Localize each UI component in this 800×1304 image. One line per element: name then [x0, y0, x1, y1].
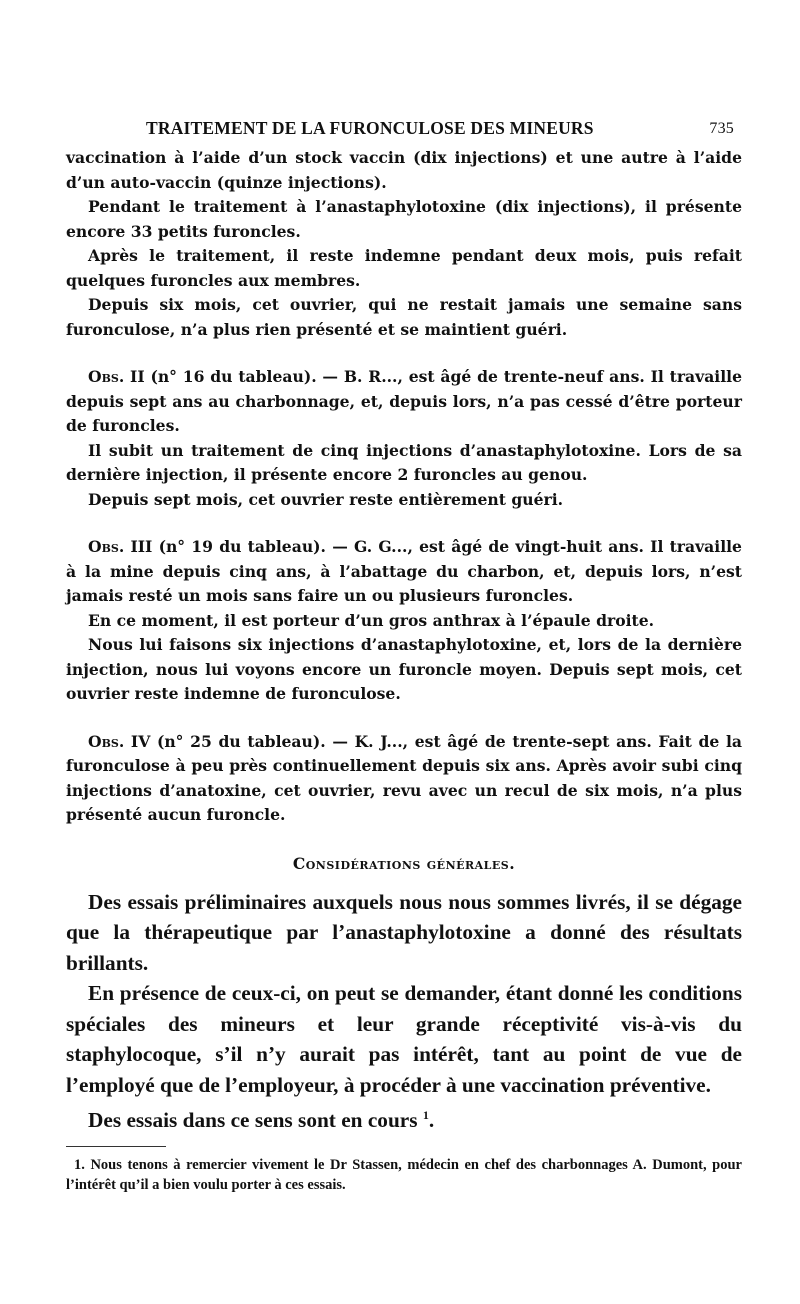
observation-text: (n° 25 du tableau). — K. J..., est âgé de trente-sept ans. Fait de la furonculose à peu près continuellement depuis six ans. Après avoir subi cinq injections d’anatoxine, cet ouvrier, revu avec un recul de six mois, n’a plus présenté aucun furoncle. — [66, 731, 743, 824]
paragraph: Après le traitement, il reste indemne pendant deux mois, puis refait quelques furoncles aux membres. — [66, 246, 742, 290]
observation-label: Obs. III — [88, 537, 153, 556]
paragraph: Il subit un traitement de cinq injections d’anastaphylotoxine. Lors de sa dernière injection, il présente encore 2 furoncles au genou. — [66, 440, 742, 484]
observation-text: (n° 19 du tableau). — G. G..., est âgé de vingt-huit ans. Il travaille à la mine depuis cinq ans, à l’abattage du charbon, et, depuis lors, n’est jamais resté un mois sans faire un ou plusieurs furoncles. — [66, 537, 742, 605]
footnote-text: Nous tenons à remercier vivement le Dr Stassen, médecin en chef des charbonnages A. Dumont, pour l’intérêt qu’il a bien voulu porter à ces essais. — [66, 1156, 742, 1193]
footnote-number: 1. — [74, 1156, 85, 1173]
page — [66, 118, 742, 1195]
paragraph-text: Des essais dans ce sens sont en cours — [88, 1108, 418, 1133]
paragraph: Depuis six mois, cet ouvrier, qui ne restait jamais une semaine sans furonculose, n’a plus rien présenté et se maintient guéri. — [66, 295, 742, 339]
section-title: Considérations générales. — [292, 853, 516, 873]
general-considerations — [66, 887, 742, 1136]
paragraph: vaccination à l’aide d’un stock vaccin (dix injections) et une autre à l’aide d’un auto-vaccin (quinze injections). — [66, 148, 742, 192]
paragraph: Depuis sept mois, cet ouvrier reste entièrement guéri. — [88, 489, 564, 509]
running-title: TRAITEMENT DE LA FURONCULOSE DES MINEURS — [146, 118, 594, 138]
observation-text: (n° 16 du tableau). — B. R..., est âgé de trente-neuf ans. Il travaille depuis sept ans au charbonnage, et, depuis lors, n’a pas cessé d’être porteur de furoncles. — [66, 367, 742, 435]
observation-label: Obs. II — [88, 367, 145, 386]
footnote-marker: 1 — [422, 1108, 429, 1122]
footnote — [66, 1155, 742, 1195]
paragraph: Nous lui faisons six injections d’anastaphylotoxine, et, lors de la dernière injection, nous lui voyons encore un furoncle moyen. Depuis sept mois, cet ouvrier reste indemne de furonculose. — [66, 635, 742, 703]
page-number: 735 — [709, 120, 734, 137]
observation-3 — [66, 535, 742, 609]
footnote-divider — [66, 1146, 166, 1147]
paragraph: Pendant le traitement à l’anastaphylotoxine (dix injections), il présente encore 33 petits furoncles. — [66, 197, 742, 241]
paragraph: En ce moment, il est porteur d’un gros anthrax à l’épaule droite. — [88, 610, 655, 630]
running-header — [66, 118, 742, 146]
observation-4 — [66, 730, 742, 828]
paragraph: Des essais préliminaires auxquels nous nous sommes livrés, il se dégage que la thérapeutique par l’anastaphylotoxine a donné des résultats brillants. — [66, 889, 742, 975]
case-reports — [66, 146, 742, 828]
observation-label: Obs. IV — [88, 731, 151, 751]
paragraph: Des essais dans ce sens sont en cours $^1$. — [88, 1108, 435, 1133]
paragraph: En présence de ceux-ci, on peut se demander, étant donné les conditions spéciales des mineurs et leur grande réceptivité vis-à-vis du staphylocoque, s’il n’y aurait pas intérêt, tant au point de vue de l’employé que de l’employeur, à procéder à une vaccination préventive. — [66, 981, 742, 1097]
observation-2 — [66, 365, 742, 439]
